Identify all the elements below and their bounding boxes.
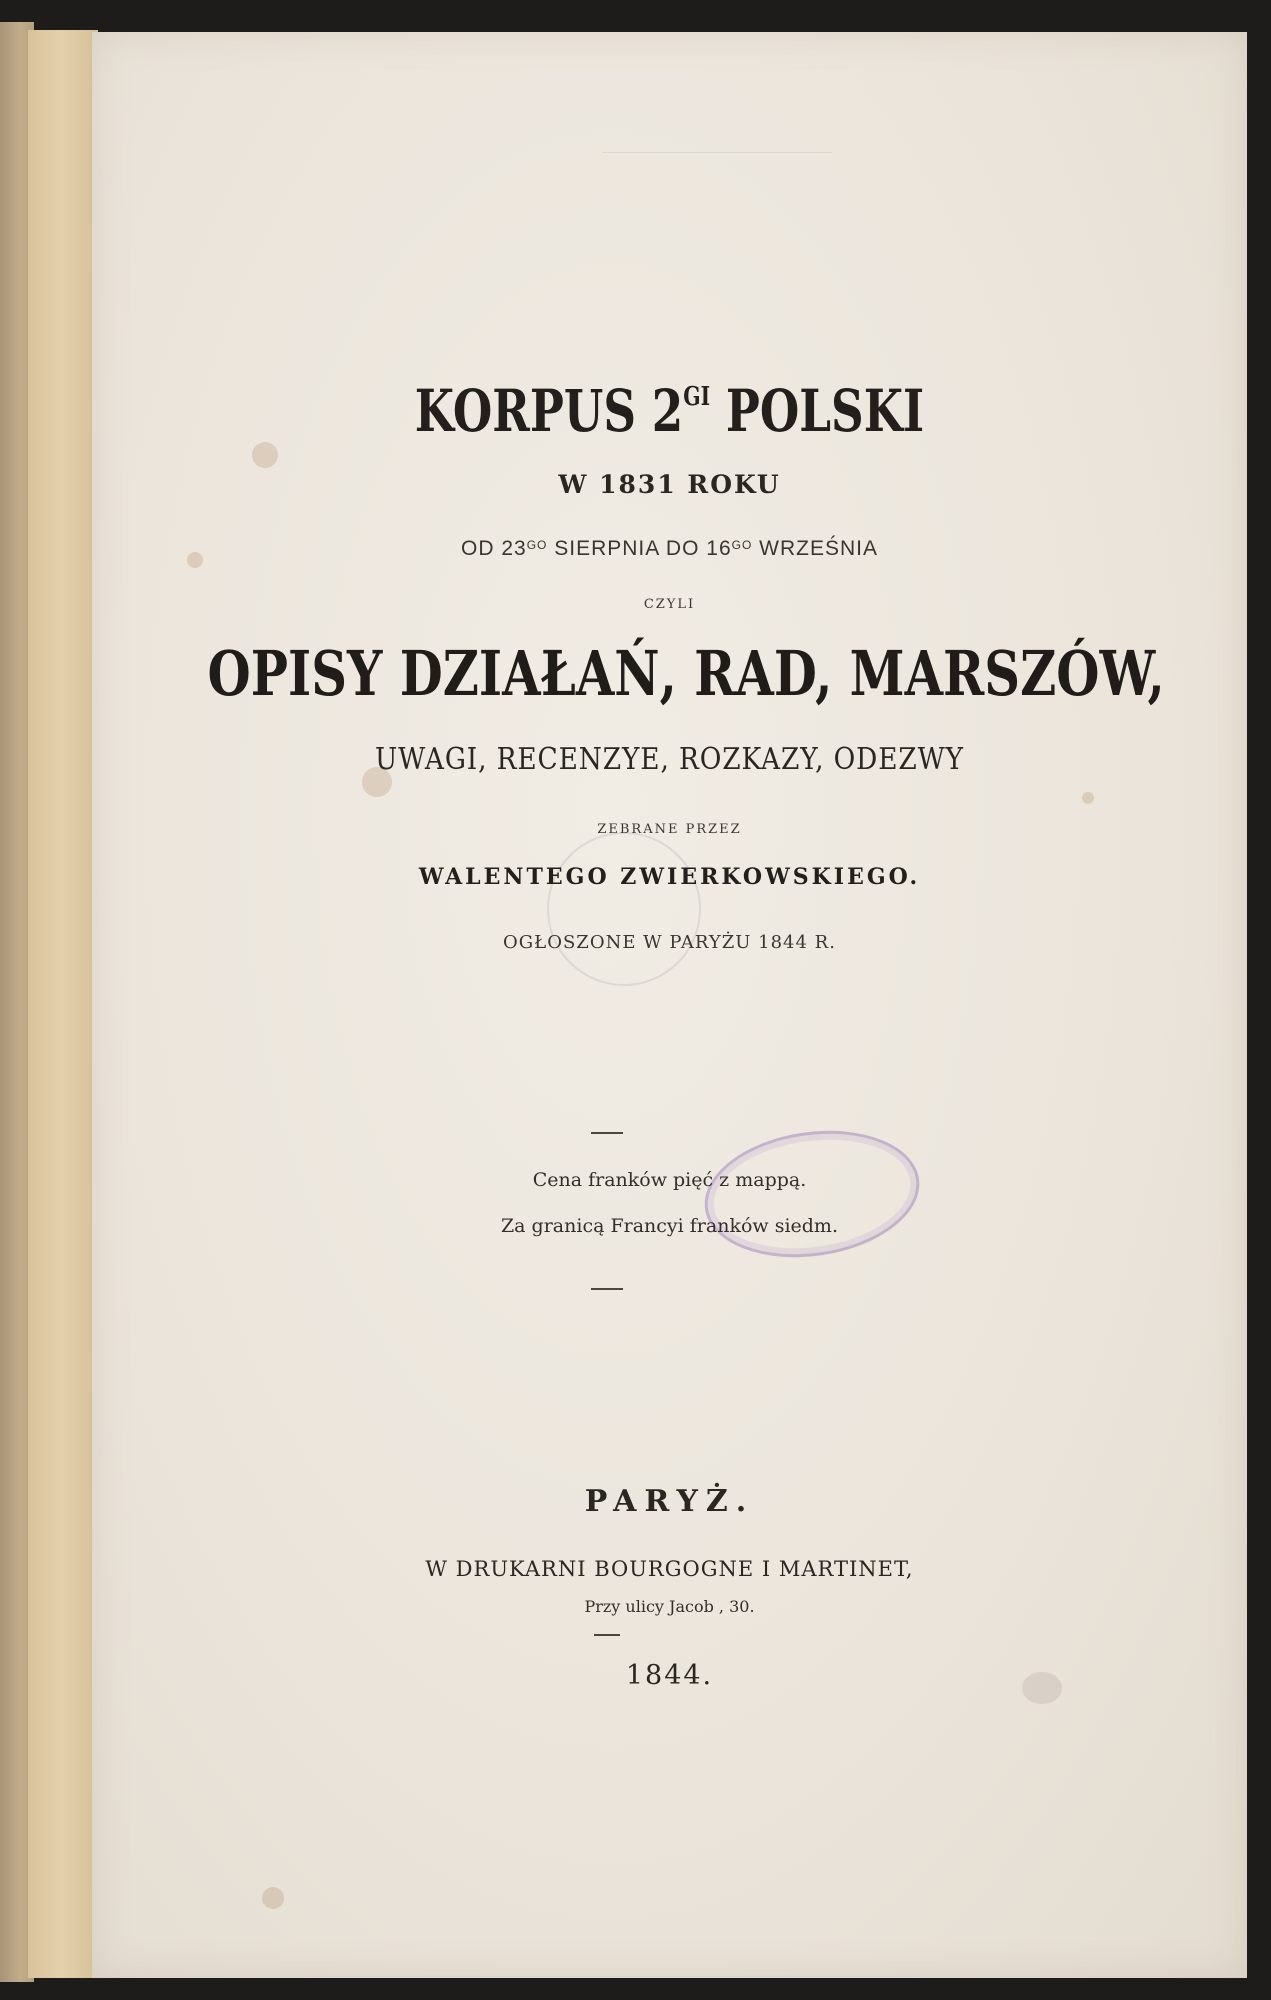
title-page — [92, 32, 1247, 1978]
author-name: WALENTEGO ZWIERKOWSKIEGO. — [418, 864, 921, 890]
date-range: OD $23^{GO}$ SIERPNIA DO $16^{GO}$ WRZEŚNIA — [461, 537, 878, 560]
printer-address: Przy ulicy Jacob , 30. — [584, 1597, 755, 1616]
sub-heading: UWAGI, RECENZYE, ROZKAZY, ODEZWY — [375, 742, 964, 777]
title-text — [92, 32, 1247, 1978]
book-title: KORPUS $2^{GI}$ POLSKI — [414, 377, 925, 445]
price-line: Cena franków pięć z mappą. — [532, 1169, 807, 1191]
publication-year: 1844. — [625, 1660, 714, 1691]
year-line: W 1831 ROKU — [558, 470, 781, 499]
divider-rule — [594, 1634, 620, 1636]
endpaper-strip — [28, 30, 98, 1978]
collected-by: ZEBRANE PRZEZ — [597, 822, 742, 837]
connector-word: CZYLI — [643, 597, 696, 612]
publication-place: PARYŻ. — [584, 1484, 755, 1519]
publication-note: OGŁOSZONE W PARYŻU 1844 R. — [503, 932, 836, 953]
divider-rule — [591, 1132, 623, 1134]
divider-rule — [591, 1288, 623, 1290]
main-heading: OPISY DZIAŁAŃ, RAD, MARSZÓW, — [207, 637, 1165, 710]
printer-name: W DRUKARNI BOURGOGNE I MARTINET, — [425, 1557, 914, 1581]
price-line-abroad: Za granicą Francyi franków siedm. — [500, 1215, 838, 1237]
